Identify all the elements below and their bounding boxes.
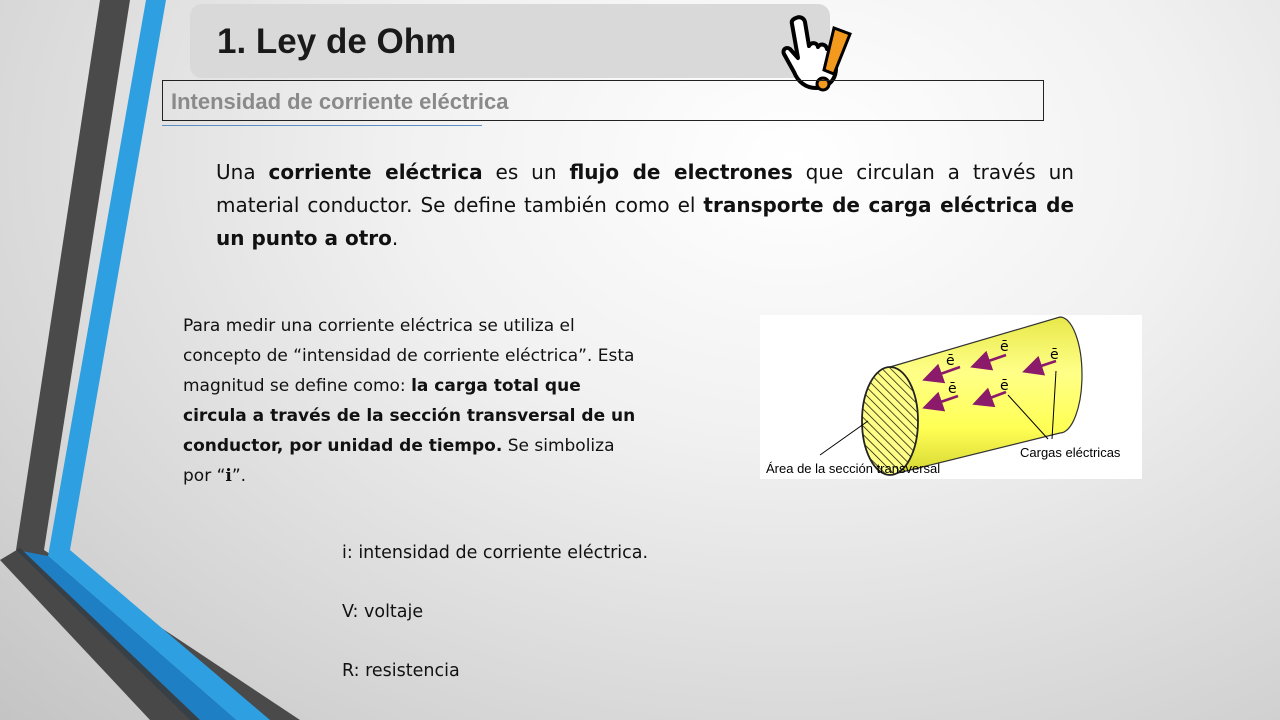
electron-label: ē — [946, 353, 955, 369]
electron-label: ē — [1050, 347, 1059, 363]
text-span: ”. — [231, 466, 247, 486]
definition-voltage: V: voltaje — [342, 602, 424, 622]
label-electric-charges: Cargas eléctricas — [1020, 445, 1121, 460]
electron-label: ē — [1000, 339, 1009, 355]
conductor-figure — [760, 315, 1142, 479]
definition-paragraph — [216, 156, 1074, 255]
bold-term: transporte de carga eléctrica de un punto a otro — [216, 193, 1075, 250]
bold-term: flujo de electrones — [569, 160, 793, 184]
text-span: . — [391, 226, 399, 250]
text-span: Para medir una corriente eléctrica se utiliza el concepto de “intensidad de corriente eléctrica”. Esta magnitud se define como: — [183, 316, 635, 396]
label-cross-section: Área de la sección transversal — [766, 461, 941, 476]
text-span: es un — [482, 160, 570, 184]
subtitle: Intensidad de corriente eléctrica — [171, 89, 509, 114]
definition-resistance: R: resistencia — [342, 661, 460, 681]
text-span: Se simboliza por “ — [183, 436, 615, 486]
current-symbol: i — [225, 466, 232, 486]
measurement-paragraph — [183, 311, 639, 491]
subtitle-box — [162, 80, 1044, 121]
slide-title: 1. Ley de Ohm — [217, 22, 457, 61]
electron-label: ē — [1000, 378, 1009, 394]
bold-term: corriente eléctrica — [268, 160, 483, 184]
definition-current: i: intensidad de corriente eléctrica. — [342, 543, 649, 563]
electron-label: ē — [948, 381, 957, 397]
bold-definition: la carga total que circula a través de la sección transversal de un conductor, por unidad de tiempo. — [183, 376, 636, 456]
text-span: que circulan a través un material conductor. Se define también como el — [216, 160, 1074, 217]
text-span: Una — [216, 160, 269, 184]
variable-definitions — [342, 538, 648, 715]
subtitle-underline — [162, 125, 482, 126]
conductor-cylinder-illustration — [760, 315, 1142, 479]
